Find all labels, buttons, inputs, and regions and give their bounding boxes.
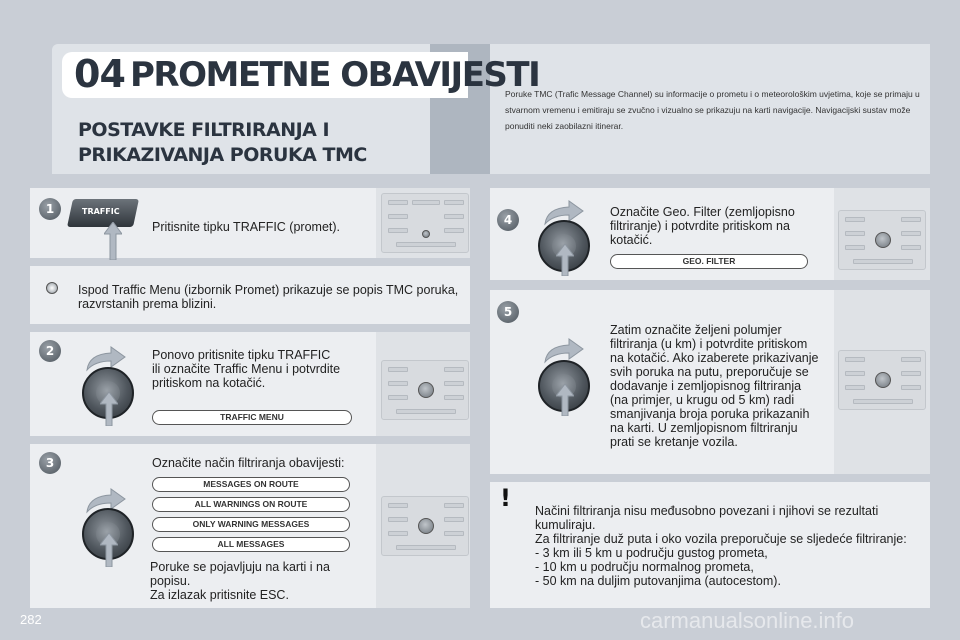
press-arrow-icon (100, 392, 118, 426)
step-4-text-line: Označite Geo. Filter (zemljopisno (610, 205, 795, 219)
step-1-text: Pritisnite tipku TRAFFIC (promet). (152, 220, 341, 234)
menu-item-all-warnings-on-route[interactable]: ALL WARNINGS ON ROUTE (152, 497, 350, 512)
step-3-outro-line: popisu. (150, 574, 191, 588)
step-4-text (610, 205, 795, 247)
step-4-badge: 4 (497, 209, 519, 231)
section-title-line: PRIKAZIVANJA PORUKA TMC (78, 144, 367, 166)
step-5-text-line: smanjivanja broja poruka prikazanih (610, 407, 810, 421)
warning-text-line: - 3 km ili 5 km u području gustog prometa, (535, 546, 768, 560)
page-number: 282 (20, 612, 42, 627)
tip-sun-icon (42, 278, 62, 298)
section-title (78, 118, 458, 168)
step-5-text-line: (na primjer, u krugu od 5 km) radi (610, 393, 795, 407)
step-3-outro (150, 560, 330, 602)
menu-item-all-messages[interactable]: ALL MESSAGES (152, 537, 350, 552)
step-2-text-line: Ponovo pritisnite tipku TRAFFIC (152, 348, 331, 362)
step-2-text-line: ili označite Traffic Menu i potvrdite (152, 362, 341, 376)
step-5-text-line: na karti. U zemljopisnom filtriranju (610, 421, 798, 435)
step-2-badge: 2 (39, 340, 61, 362)
step-3-intro: Označite način filtriranja obavijesti: (152, 456, 345, 470)
watermark: carmanualsonline.info (640, 608, 855, 633)
radio-unit-image (381, 496, 469, 556)
radio-unit-image (381, 193, 469, 253)
warning-text (535, 504, 925, 588)
tip-text: Ispod Traffic Menu (izbornik Promet) prikazuje se popis TMC poruka, razvrstanih prema blizini. (78, 283, 459, 311)
press-arrow-icon (556, 384, 574, 416)
traffic-button-label: TRAFFIC (82, 207, 120, 216)
step-5-text-line: Zatim označite željeni polumjer (610, 323, 782, 337)
step-3-badge: 3 (39, 452, 61, 474)
radio-unit-image (838, 350, 926, 410)
step-2-text (152, 348, 340, 390)
step-4-text-line: kotačić. (610, 233, 653, 247)
step-5-text-line: prati se kretanje vozila. (610, 435, 738, 449)
chapter-number: 04 (74, 52, 125, 96)
step-5-text-line: svih poruka na putu, preporučuje se (610, 365, 809, 379)
warning-text-line: - 10 km u području normalnog prometa, (535, 560, 754, 574)
step-4-text-line: filtriranje) i potvrdite pritiskom na (610, 219, 790, 233)
step-5-text-line: na kotačić. Ako izaberete prikazivanje (610, 351, 819, 365)
warning-text-line: Za filtriranje duž puta i oko vozila preporučuje se sljedeće filtriranje: (535, 532, 907, 546)
section-title-line: POSTAVKE FILTRIRANJA I (78, 119, 330, 141)
step-2-text-line: pritiskom na kotačić. (152, 376, 266, 390)
menu-item-geo-filter[interactable]: GEO. FILTER (610, 254, 808, 269)
menu-item-traffic-menu[interactable]: TRAFFIC MENU (152, 410, 352, 425)
chapter-title: PROMETNE OBAVIJESTI (130, 55, 540, 95)
menu-item-only-warning-messages[interactable]: ONLY WARNING MESSAGES (152, 517, 350, 532)
radio-unit-image (838, 210, 926, 270)
step-3-outro-line: Za izlazak pritisnite ESC. (150, 588, 289, 602)
press-arrow-icon (556, 244, 574, 276)
press-arrow-icon (104, 222, 122, 260)
press-arrow-icon (100, 533, 118, 567)
step-1-badge: 1 (39, 198, 61, 220)
step-5-text-line: filtriranja (u km) i potvrdite pritiskom (610, 337, 808, 351)
warning-exclamation-icon: ! (500, 484, 511, 512)
warning-text-line: kumuliraju. (535, 518, 596, 532)
warning-text-line: - 50 km na duljim putovanjima (autocestom). (535, 574, 781, 588)
menu-item-messages-on-route[interactable]: MESSAGES ON ROUTE (152, 477, 350, 492)
step-5-badge: 5 (497, 301, 519, 323)
intro-text: Poruke TMC (Trafic Message Channel) su informacije o prometu i o meteorološkim uvjetima, koje se primaju u stvarnom vremenu i emitiraju se zvučno i vizualno se prikazuju na karti navigacije. Navigacijski sustav može ponuditi neki zaobilazni itinerar. (505, 89, 920, 131)
step-3-outro-line: Poruke se pojavljuju na karti i na (150, 560, 330, 574)
warning-text-line: Načini filtriranja nisu međusobno povezani i njihovi se rezultati (535, 504, 879, 518)
step-5-text-line: dodavanje i zemljopisnog filtriranja (610, 379, 802, 393)
step-5-text (610, 323, 818, 449)
radio-unit-image (381, 360, 469, 420)
